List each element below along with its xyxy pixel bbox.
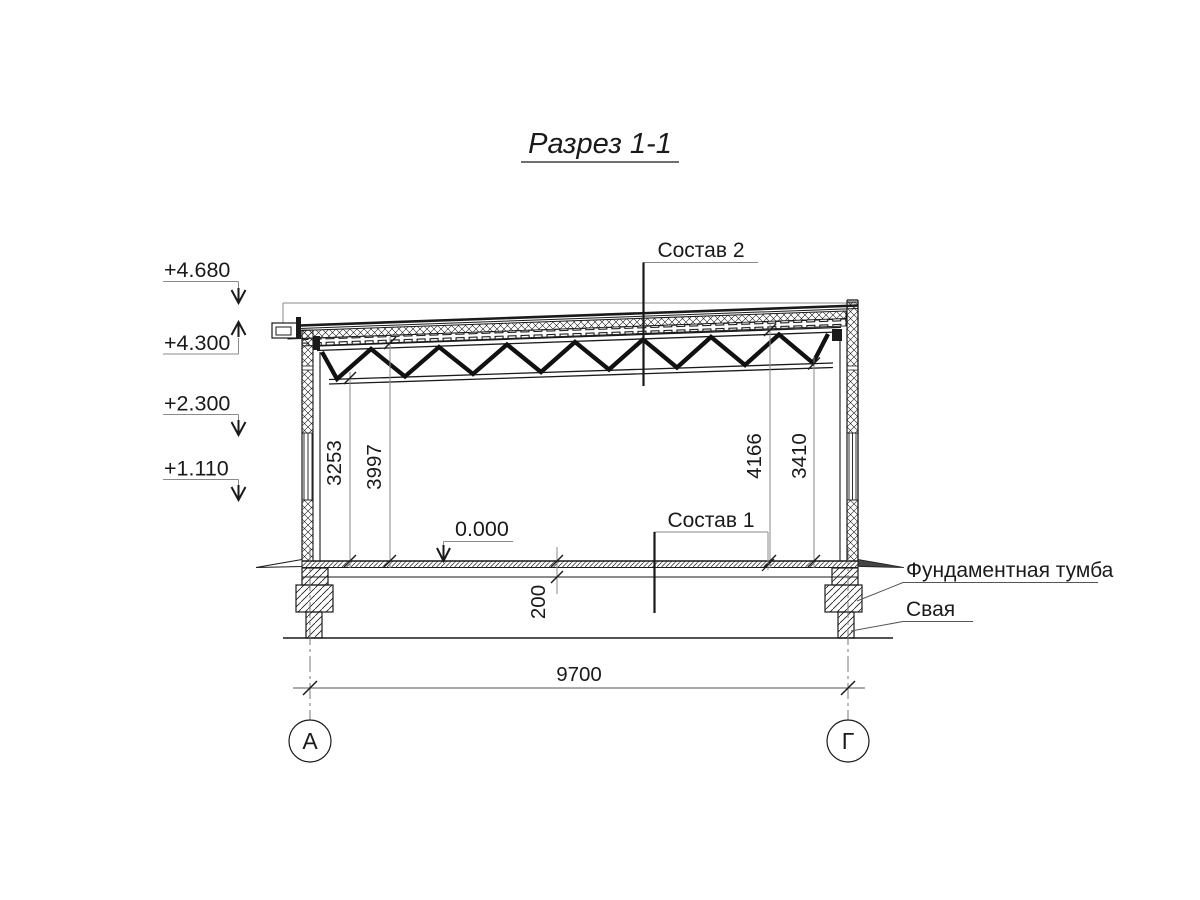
dim-value: 4166 <box>743 433 766 479</box>
dim-value: 3997 <box>363 444 386 490</box>
axis-label-right: Г <box>841 728 855 754</box>
dim-value: 200 <box>527 584 550 620</box>
level-arrow-down-icon <box>232 288 246 303</box>
drawing-title <box>521 128 679 162</box>
dim-3253 <box>323 372 356 568</box>
foundation-pedestal <box>296 585 333 612</box>
callouts <box>643 239 1114 631</box>
callout-foundation-pedestal <box>857 559 1114 601</box>
grade-wedge-left <box>256 560 302 568</box>
callout-pile <box>851 598 973 631</box>
grade-wedge-right <box>858 560 904 568</box>
dim-3410 <box>788 357 820 568</box>
title-text: Разрез 1-1 <box>528 128 672 160</box>
right-wall <box>840 300 859 561</box>
left-wall <box>301 330 320 561</box>
level-arrow-down-icon <box>437 545 450 561</box>
pile <box>306 612 322 638</box>
elevation-value: +2.300 <box>164 391 231 416</box>
callout-text: Состав 2 <box>657 239 745 262</box>
wall-panel <box>302 330 313 433</box>
panel-joint <box>301 366 314 370</box>
leader-line <box>857 583 903 602</box>
foundation-pedestal <box>825 585 862 612</box>
level-arrow-down-icon <box>232 485 246 500</box>
floor-zero-mark <box>437 517 513 561</box>
wall-roof-junction <box>296 317 301 338</box>
panel-joint <box>846 366 859 370</box>
truss-bearing-left <box>313 336 320 350</box>
level-arrow-up-icon <box>232 322 246 337</box>
dim-value: 3253 <box>323 440 346 486</box>
callout-text: Состав 1 <box>667 509 755 532</box>
dim-value: 3410 <box>788 433 811 479</box>
wall-panel <box>847 500 858 561</box>
foundation-right <box>825 568 862 638</box>
level-arrow-down-icon <box>232 420 246 435</box>
wall-panel <box>302 500 313 561</box>
callout-text: Свая <box>906 598 956 621</box>
axis-label-left: А <box>302 728 318 754</box>
span-dimension-value: 9700 <box>556 663 602 686</box>
foundation-left <box>296 568 333 638</box>
floor-slab <box>256 560 904 578</box>
pile <box>838 612 854 638</box>
grade-beam <box>832 568 858 585</box>
elevation-value: +4.680 <box>164 258 231 282</box>
leader-line <box>851 622 903 632</box>
dim-3997 <box>363 337 396 568</box>
eave-bracket-web <box>276 327 291 335</box>
elevation-value: +4.300 <box>164 331 231 355</box>
elevation-mark-window-sill <box>163 457 246 501</box>
axes-and-span <box>289 548 869 762</box>
grade-beam <box>302 568 328 585</box>
dim-200 <box>527 547 563 619</box>
foundations <box>283 568 893 638</box>
elevation-mark-parapet <box>163 258 246 303</box>
elevation-value: +1.110 <box>164 456 229 481</box>
callout-text: Фундаментная тумба <box>906 559 1114 582</box>
elevation-value: 0.000 <box>455 517 509 541</box>
elevation-mark-window-head <box>163 392 246 436</box>
elevation-mark-roof <box>163 322 246 355</box>
